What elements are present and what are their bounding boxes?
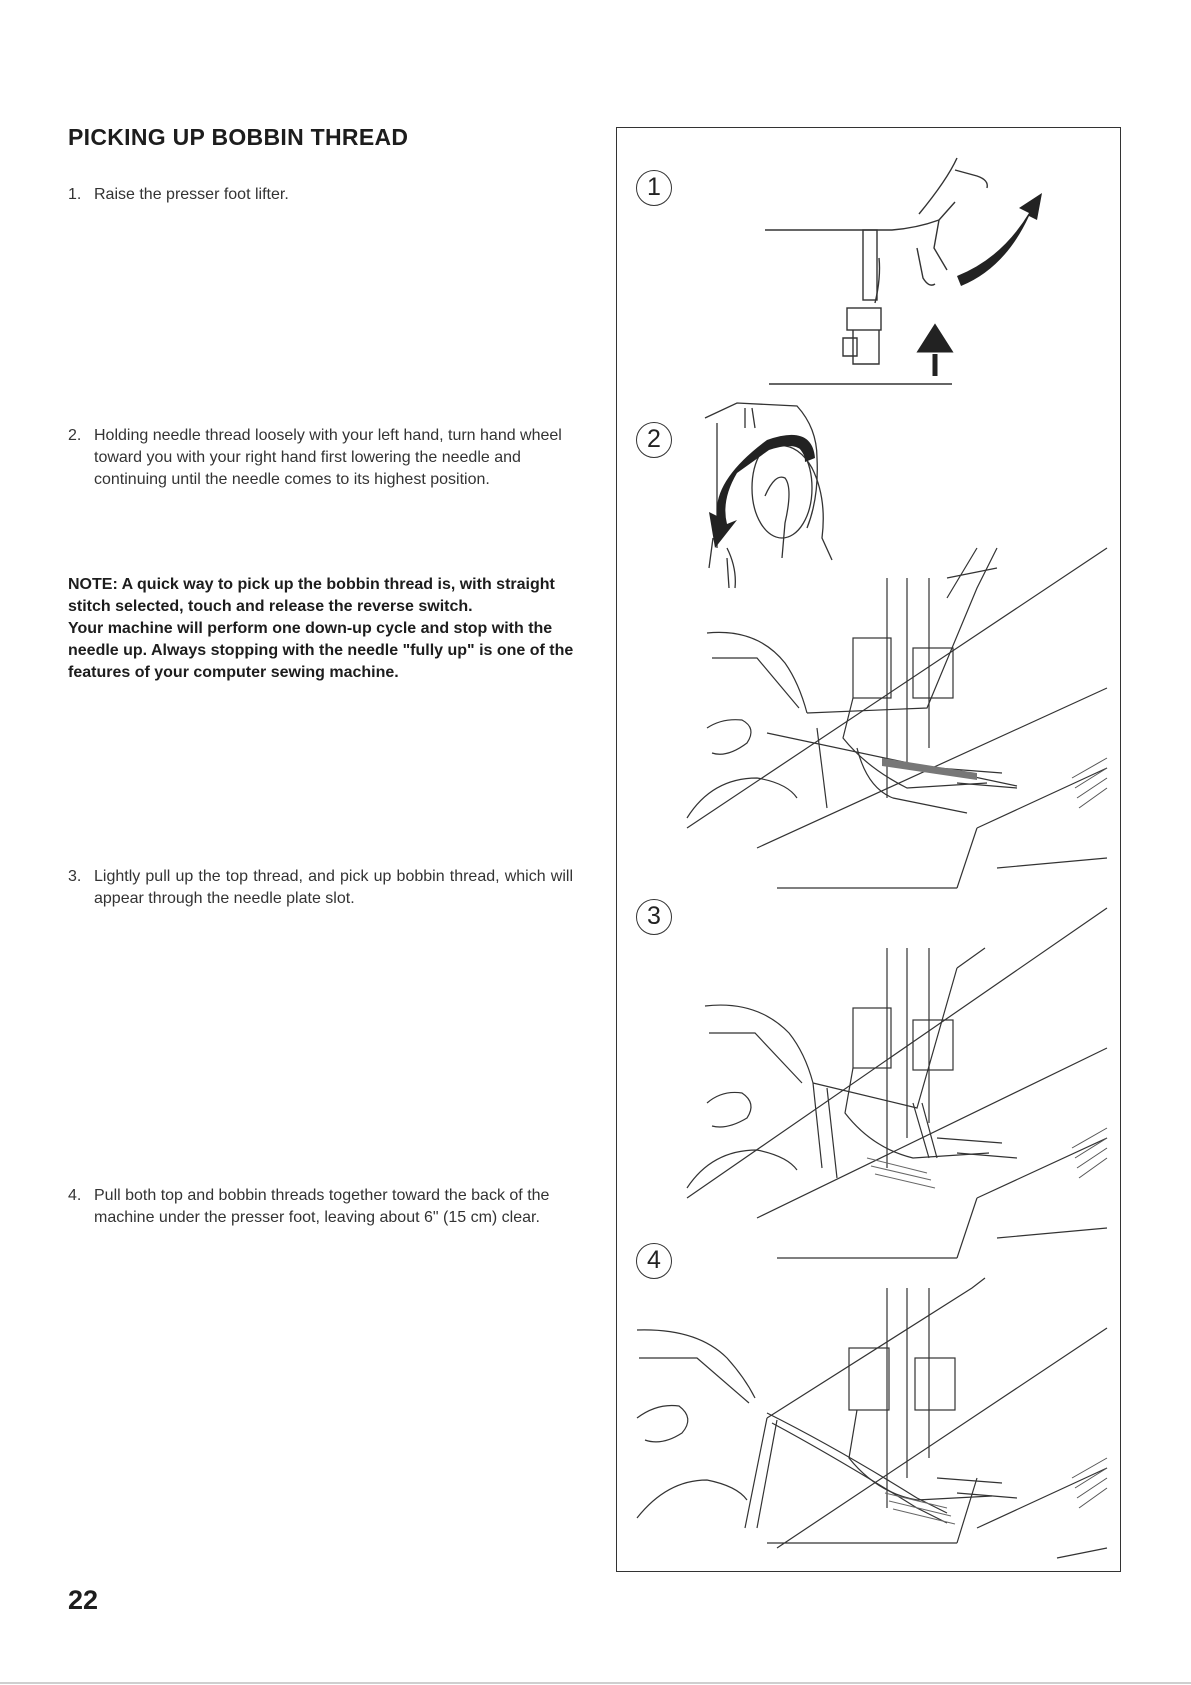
step-text: Holding needle thread loosely with your left hand, turn hand wheel toward you with your right hand first lowering the needle and continuing until the needle comes to its highest position. bbox=[94, 427, 562, 488]
step-text: Lightly pull up the top thread, and pick up bobbin thread, which will appear through the needle plate slot. bbox=[94, 868, 573, 907]
step-number: 4. bbox=[68, 1187, 82, 1204]
figure-2-badge: 2 bbox=[636, 422, 672, 458]
note-block bbox=[68, 574, 600, 684]
step-text: Pull both top and bobbin threads together toward the back of the machine under the presser foot, leaving about 6" (15 cm) clear. bbox=[94, 1187, 550, 1226]
page-number: 22 bbox=[68, 1585, 99, 1615]
step-1 bbox=[68, 184, 598, 206]
step-text: Raise the presser foot lifter. bbox=[94, 186, 289, 203]
bottom-rule bbox=[0, 1682, 1191, 1684]
pull-threads-back-illustration bbox=[617, 128, 1122, 1573]
figure-1-badge: 1 bbox=[636, 170, 672, 206]
step-2 bbox=[68, 425, 588, 491]
step-3 bbox=[68, 866, 573, 910]
step-4 bbox=[68, 1185, 578, 1229]
step-number: 1. bbox=[68, 186, 82, 203]
note-paragraph: Your machine will perform one down-up cycle and stop with the needle up. Always stopping with the needle "fully up" is one of the features of your computer sewing machine. bbox=[68, 620, 574, 681]
step-number: 2. bbox=[68, 427, 82, 444]
page-title: PICKING UP BOBBIN THREAD bbox=[68, 124, 409, 150]
illustration-panel bbox=[616, 127, 1121, 1572]
note-paragraph: NOTE: A quick way to pick up the bobbin thread is, with straight stitch selected, touch and release the reverse switch. bbox=[68, 576, 555, 615]
figure-4-badge: 4 bbox=[636, 1243, 672, 1279]
figure-3-badge: 3 bbox=[636, 899, 672, 935]
step-number: 3. bbox=[68, 868, 82, 885]
